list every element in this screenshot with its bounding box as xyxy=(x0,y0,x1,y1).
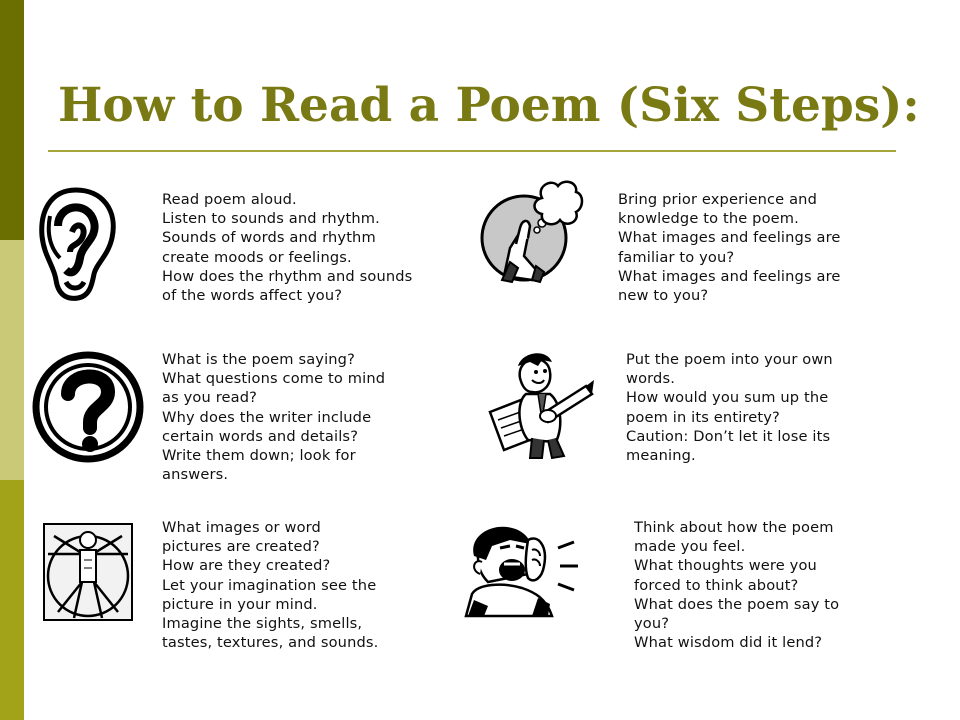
side-accent-bottom xyxy=(0,480,24,720)
side-accent-middle xyxy=(0,240,24,480)
step-1-line: create moods or feelings. xyxy=(162,248,352,266)
step-2-line: Bring prior experience and xyxy=(618,191,817,208)
step-3-text xyxy=(162,350,385,484)
step-3-line: answers. xyxy=(162,466,229,484)
step-1-line: Listen to sounds and rhythm. xyxy=(162,210,380,228)
step-3-line: Why does the writer include xyxy=(162,408,372,426)
step-1-line: of the words affect you? xyxy=(162,287,343,305)
step-6-line: Think about how the poem xyxy=(634,519,834,536)
page-title: How to Read a Poem (Six Steps): xyxy=(58,78,920,133)
step-4-line: meaning. xyxy=(626,447,696,465)
step-3-line: What is the poem saying? xyxy=(162,351,355,368)
step-1-line: How does the rhythm and sounds xyxy=(162,267,413,285)
step-6-line: What wisdom did it lend? xyxy=(634,634,823,652)
step-5-line: Imagine the sights, smells, xyxy=(162,615,363,633)
step-1-text xyxy=(162,190,412,305)
step-5-line: How are they created? xyxy=(162,557,331,575)
step-2-line: What images and feelings are xyxy=(618,267,841,285)
step-2-line: familiar to you? xyxy=(618,248,735,266)
step-2-line: What images and feelings are xyxy=(618,229,841,247)
step-5-line: Let your imagination see the xyxy=(162,576,377,594)
step-1-line: Sounds of words and rhythm xyxy=(162,229,376,247)
side-accent-top xyxy=(0,0,24,240)
step-4-text xyxy=(626,350,833,465)
step-6-line: What thoughts were you xyxy=(634,557,817,575)
step-6-line: you? xyxy=(634,615,670,633)
step-5-line: What images or word xyxy=(162,519,321,536)
shouting-man-icon xyxy=(462,526,602,618)
step-4-line: Caution: Don’t let it lose its xyxy=(626,427,831,445)
step-6-text xyxy=(634,518,839,652)
step-6-line: made you feel. xyxy=(634,538,746,556)
step-1-line: Read poem aloud. xyxy=(162,191,297,208)
step-4-line: How would you sum up the xyxy=(626,389,829,407)
step-6-line: What does the poem say to xyxy=(634,595,840,613)
step-2-text xyxy=(618,190,841,305)
step-3-line: as you read? xyxy=(162,389,258,407)
step-3-line: certain words and details? xyxy=(162,427,359,445)
question-mark-icon xyxy=(32,350,144,464)
ear-icon xyxy=(36,186,120,302)
vitruvian-man-icon xyxy=(40,520,136,624)
step-4-line: words. xyxy=(626,370,676,388)
step-4-line: Put the poem into your own xyxy=(626,351,833,368)
step-5-line: picture in your mind. xyxy=(162,595,318,613)
step-5-line: tastes, textures, and sounds. xyxy=(162,634,379,652)
step-2-line: new to you? xyxy=(618,287,709,305)
step-3-line: Write them down; look for xyxy=(162,447,356,465)
step-3-line: What questions come to mind xyxy=(162,370,386,388)
writing-man-icon xyxy=(486,350,596,462)
step-5-text xyxy=(162,518,378,652)
thinking-person-icon xyxy=(480,176,586,284)
step-4-line: poem in its entirety? xyxy=(626,408,780,426)
step-6-line: forced to think about? xyxy=(634,576,799,594)
step-2-line: knowledge to the poem. xyxy=(618,210,799,228)
title-divider xyxy=(48,150,896,152)
step-5-line: pictures are created? xyxy=(162,538,320,556)
